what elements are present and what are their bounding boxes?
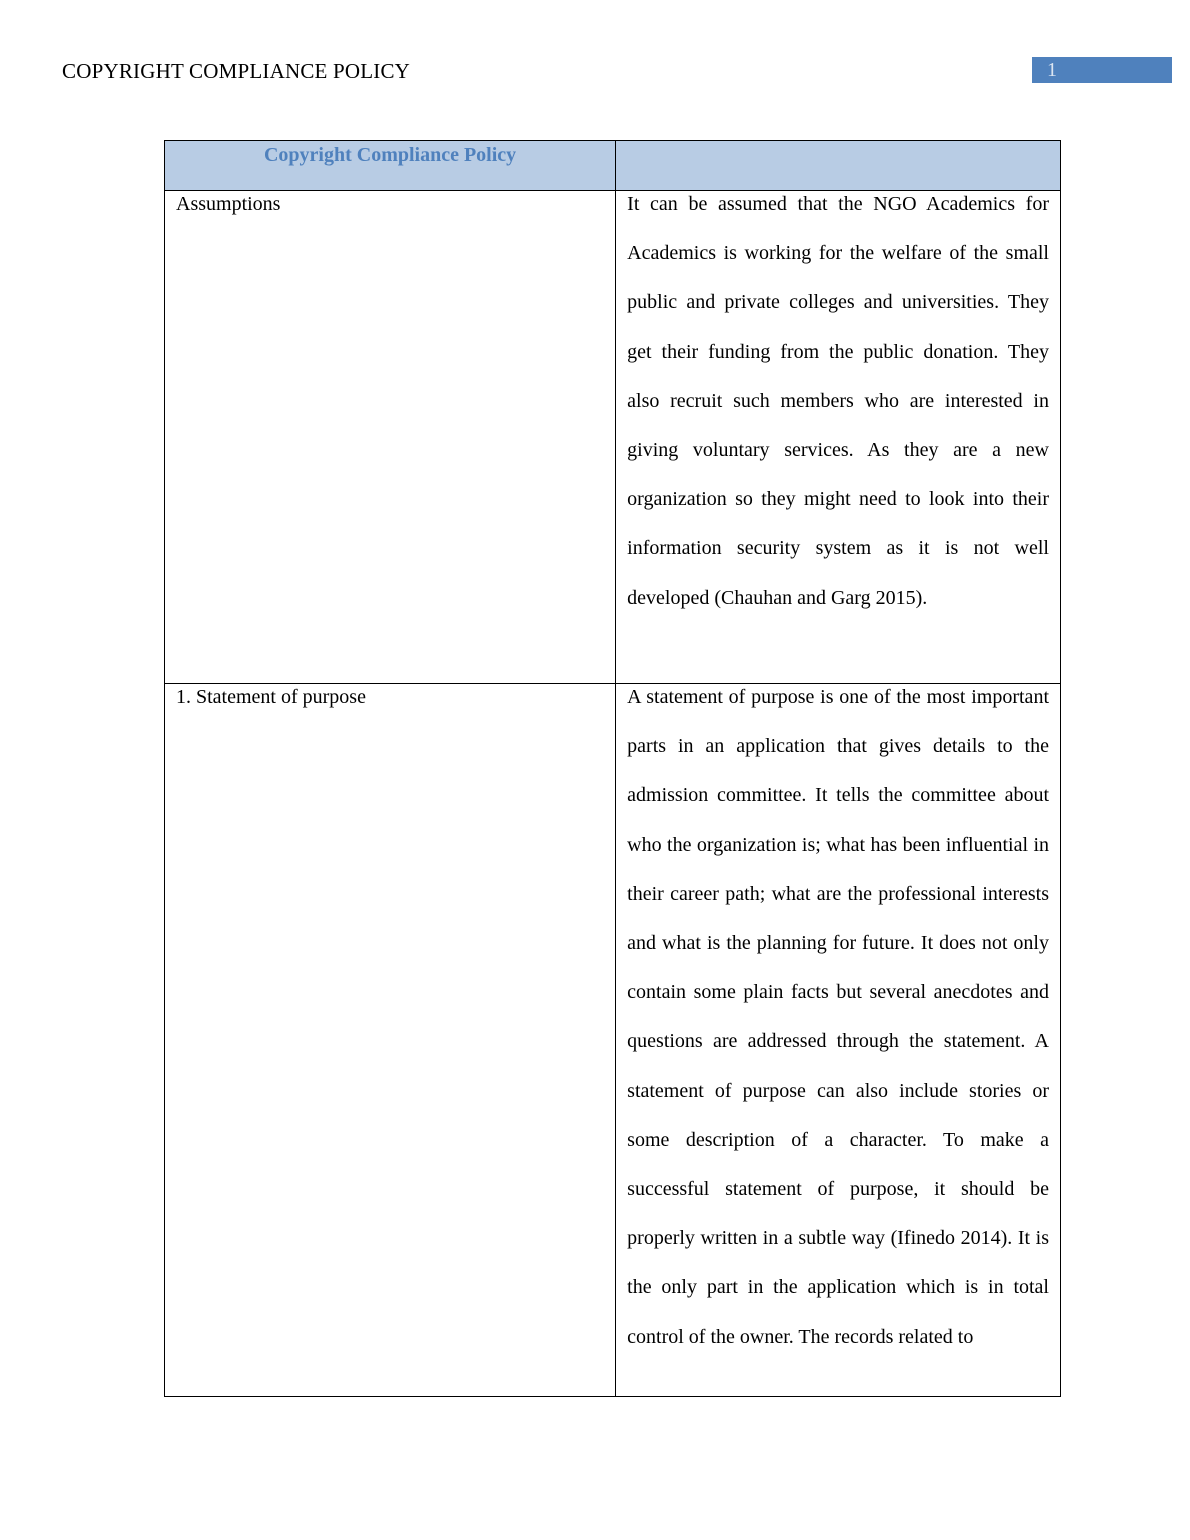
- page-number: 1: [1047, 59, 1057, 81]
- assumptions-text: It can be assumed that the NGO Academics for Academics is working for the welfare of the small public and private colleges and universities. They get their funding from the public donation. They also recruit such members who are interested in giving voluntary services. As they are a new organization so they might need to look into their information security system as it is not well developed (Chauhan and Garg 2015).: [627, 193, 1049, 609]
- row-text-cell: [616, 191, 1061, 684]
- table-row: [165, 684, 1061, 1397]
- page-number-box: [1032, 57, 1172, 83]
- row-label-cell: [165, 191, 616, 684]
- row-text-cell: [616, 684, 1061, 1397]
- statement-of-purpose-label: 1. Statement of purpose: [176, 686, 366, 708]
- table-row: [165, 191, 1061, 684]
- running-head: COPYRIGHT COMPLIANCE POLICY: [62, 59, 411, 83]
- table-title: Copyright Compliance Policy: [263, 144, 517, 166]
- policy-table: [164, 140, 1061, 1397]
- assumptions-label: Assumptions: [176, 193, 281, 215]
- row-label-cell: [165, 684, 616, 1397]
- table-title-cell: [165, 141, 616, 191]
- statement-of-purpose-text: A statement of purpose is one of the most important parts in an application that gives details to the admission committee. It tells the committee about who the organization is; what has been influential in their career path; what are the professional interests and what is the planning for future. It does not only contain some plain facts but several anecdotes and questions are addressed through the statement. A statement of purpose can also include stories or some description of a character. To make a successful statement of purpose, it should be properly written in a subtle way (Ifinedo 2014). It is the only part in the application which is in total control of the owner. The records related to: [627, 686, 1049, 1348]
